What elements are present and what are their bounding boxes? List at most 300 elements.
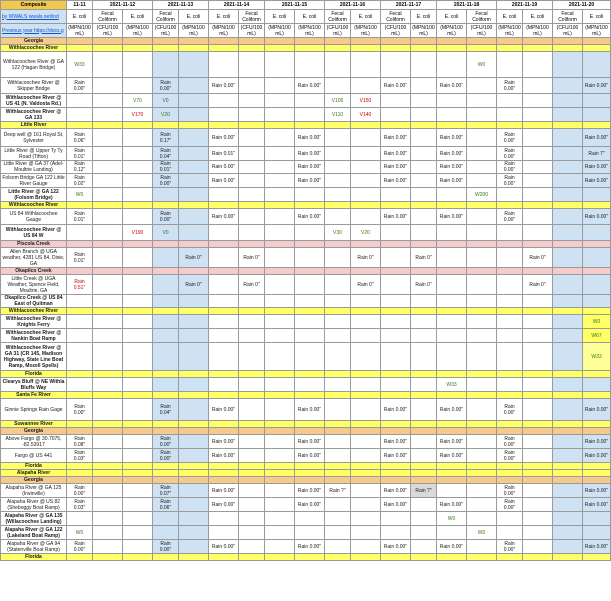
section-cell [467,463,497,470]
reading-cell: Rain 0.00" [381,484,411,498]
section-cell [467,45,497,52]
section-cell [265,392,295,399]
section-cell [497,38,523,45]
section-cell [295,477,325,484]
reading-cell: Rain 0.00" [497,129,523,147]
measure-header: Fecal Coliform [553,10,583,24]
reading-cell [93,540,123,554]
section-cell [437,308,467,315]
section-cell [93,421,123,428]
reading-cell: Rain 0.00" [153,209,179,225]
reading-cell: Rain 0.00" [209,209,239,225]
reading-cell [467,343,497,371]
reading-cell [583,512,611,526]
reading-cell [553,147,583,161]
section-cell [209,308,239,315]
reading-cell [523,295,553,308]
reading-cell [153,295,179,308]
section-cell [123,268,153,275]
section-cell [209,463,239,470]
section-cell [153,45,179,52]
reading-cell: Rain ?" [411,484,437,498]
reading-cell [179,188,209,202]
site-name: Alapaha River @ GA 94 (Statenville Boat Ramp) [1,540,67,554]
reading-cell [265,174,295,188]
reading-cell: Rain 0.00" [437,147,467,161]
reading-cell [239,188,265,202]
section-cell [467,421,497,428]
reading-cell [265,52,295,78]
section-cell [153,371,179,378]
site-row [1,94,611,108]
site-name: Withlacoochee River @ GA 122 (Hagan Bridge) [1,52,67,78]
measure-header: Fecal Coliform [93,10,123,24]
reading-cell [553,526,583,540]
reading-cell [437,108,467,122]
section-cell [553,392,583,399]
section-label: Georgia [1,477,67,484]
previous-year-link[interactable]: Previous year https://docs.g [1,24,67,38]
section-cell [583,554,611,561]
reading-cell [239,52,265,78]
section-cell [553,554,583,561]
reading-cell: W33 [437,378,467,392]
reading-cell [93,108,123,122]
section-cell [583,392,611,399]
reading-cell [295,315,325,329]
reading-cell [411,129,437,147]
section-cell [239,463,265,470]
section-cell [123,241,153,248]
reading-cell [179,161,209,174]
reading-cell: Rain 0.00" [497,498,523,512]
reading-cell: W33 [67,52,93,78]
reading-cell: Rain 0.00" [153,78,179,94]
site-row [1,512,611,526]
section-cell [179,268,209,275]
section-cell [553,470,583,477]
section-cell [467,308,497,315]
reading-cell [239,209,265,225]
reading-cell [239,108,265,122]
reading-cell [467,147,497,161]
reading-cell: W0 [437,512,467,526]
composite-label: Composite [1,1,67,10]
section-cell [351,470,381,477]
reading-cell: Rain 0.00" [583,484,611,498]
reading-cell [209,343,239,371]
reading-cell: Rain 0.00" [295,435,325,449]
measure-header: E. coli [523,10,553,24]
section-cell [497,45,523,52]
reading-cell [381,248,411,268]
reading-cell [265,378,295,392]
unit-header: (CFU/100 mL) [553,24,583,38]
section-cell [93,554,123,561]
section-cell [239,470,265,477]
reading-cell [67,378,93,392]
reading-cell [523,315,553,329]
reading-cell: Rain 0.00" [381,129,411,147]
reading-cell [93,52,123,78]
reading-cell [239,78,265,94]
reading-cell: Rain 0.00" [153,449,179,463]
reading-cell [467,315,497,329]
unit-header: (CFU/100 mL) [239,24,265,38]
reading-cell [93,435,123,449]
reading-cell [265,108,295,122]
reading-cell [411,225,437,241]
reading-cell [467,484,497,498]
site-name: Alapaha River @ GA 135 (Willacoochee Landing) [1,512,67,526]
reading-cell [179,225,209,241]
reading-cell [265,435,295,449]
section-row [1,371,611,378]
reading-cell [523,343,553,371]
section-cell [497,421,523,428]
site-row [1,188,611,202]
reading-cell [351,295,381,308]
reading-cell: Rain 0.00" [437,449,467,463]
reading-cell: V105 [325,94,351,108]
reading-cell [295,329,325,343]
reading-cell [93,512,123,526]
reading-cell [239,343,265,371]
section-cell [93,470,123,477]
section-cell [437,371,467,378]
reading-cell [553,78,583,94]
reading-cell [295,526,325,540]
reading-cell: Rain 0.00" [295,209,325,225]
reading-cell [325,526,351,540]
section-row [1,428,611,435]
section-label: Withlacoochee River [1,202,67,209]
reading-cell [523,108,553,122]
reading-cell [265,147,295,161]
reading-cell [295,248,325,268]
reading-cell [123,248,153,268]
reading-cell: Rain 0.00" [381,435,411,449]
section-cell [553,122,583,129]
date-header-row [1,1,611,10]
reading-cell: Rain 0.00" [583,174,611,188]
section-cell [381,421,411,428]
reading-cell [411,449,437,463]
reading-cell: Rain 0.00" [497,449,523,463]
section-cell [265,308,295,315]
reading-cell [209,108,239,122]
section-cell [437,421,467,428]
section-cell [153,554,179,561]
reading-cell [179,52,209,78]
reading-cell [411,378,437,392]
reading-cell [239,225,265,241]
reading-cell [553,435,583,449]
reading-cell: Rain 0.00" [381,174,411,188]
section-cell [467,470,497,477]
reading-cell [553,484,583,498]
unit-header: (MPN/100 mL) [583,24,611,38]
section-cell [467,38,497,45]
site-row [1,378,611,392]
reading-cell [265,498,295,512]
reading-cell [67,94,93,108]
reading-cell [411,540,437,554]
reading-cell [467,498,497,512]
site-row [1,108,611,122]
site-row [1,275,611,295]
section-cell [583,477,611,484]
section-cell [523,38,553,45]
section-cell [553,477,583,484]
reading-cell: Rain 0.00" [583,435,611,449]
reading-cell [325,147,351,161]
reading-cell [325,248,351,268]
reading-cell [351,161,381,174]
section-cell [67,428,93,435]
reading-cell [209,225,239,241]
site-row [1,343,611,371]
reading-cell [467,540,497,554]
section-label: Florida [1,554,67,561]
reading-cell [497,526,523,540]
reading-cell [179,484,209,498]
section-cell [209,202,239,209]
section-cell [325,428,351,435]
section-cell [239,392,265,399]
reading-cell [239,295,265,308]
reading-cell: Rain 0.00" [381,540,411,554]
section-cell [67,241,93,248]
section-cell [381,371,411,378]
reading-cell [325,78,351,94]
reading-cell: Rain 0.00" [437,174,467,188]
reading-cell: Rain 0.00" [295,174,325,188]
reading-cell [497,295,523,308]
section-cell [239,202,265,209]
section-cell [467,202,497,209]
section-cell [265,241,295,248]
reading-cell [239,315,265,329]
reading-cell [497,108,523,122]
reading-cell [351,512,381,526]
reading-cell: V140 [351,108,381,122]
section-cell [497,308,523,315]
reading-cell [523,52,553,78]
reading-cell: Rain 0.00" [437,435,467,449]
unit-header: (CFU/100 mL) [153,24,179,38]
section-cell [467,428,497,435]
reading-cell [411,108,437,122]
site-name: US 84 Withlacoochee Gauge [1,209,67,225]
reading-cell [523,378,553,392]
section-label: Georgia [1,428,67,435]
reading-cell [351,484,381,498]
reading-cell [467,449,497,463]
reading-cell [153,512,179,526]
site-name: Little River @ GA 122 (Folsom Bridge) [1,188,67,202]
section-row [1,470,611,477]
reading-cell: W0 [467,526,497,540]
reading-cell [553,94,583,108]
section-cell [381,241,411,248]
section-cell [93,268,123,275]
site-row [1,498,611,512]
section-cell [553,463,583,470]
reading-cell [123,174,153,188]
reading-cell: Rain 0.00" [583,540,611,554]
section-cell [325,241,351,248]
section-cell [497,268,523,275]
reading-cell [583,188,611,202]
section-cell [67,268,93,275]
reading-cell: Rain 0.00" [209,174,239,188]
site-row [1,174,611,188]
section-cell [523,308,553,315]
reading-cell [295,52,325,78]
section-cell [295,428,325,435]
section-cell [325,477,351,484]
reading-cell [325,329,351,343]
site-name: Withlacoochee River @ Knights Ferry [1,315,67,329]
section-cell [265,38,295,45]
reading-cell [93,161,123,174]
reading-cell [523,94,553,108]
section-cell [209,392,239,399]
reading-cell [123,498,153,512]
reading-cell: Rain 0" [239,275,265,295]
reading-cell [93,449,123,463]
reading-cell: Rain 0.04" [153,147,179,161]
section-cell [239,268,265,275]
site-name: Allen Branch @ UGA weather, 4281 US 84, Dixie, GA [1,248,67,268]
reading-cell: Rain 0.00" [583,449,611,463]
reading-cell [153,188,179,202]
reading-cell: Rain 0.00" [209,399,239,421]
section-cell [583,371,611,378]
reading-cell [239,94,265,108]
reading-cell [467,78,497,94]
site-name: Alapaha River @ GA 122 (Lakeland Boat Ramp) [1,526,67,540]
reading-cell [209,512,239,526]
section-cell [179,122,209,129]
reading-cell: Rain 0" [523,275,553,295]
reading-cell [265,78,295,94]
reading-cell [179,174,209,188]
reading-cell [265,512,295,526]
section-label: Santa Fe River [1,392,67,399]
reading-cell: Rain 0.17" [153,129,179,147]
section-cell [179,241,209,248]
reading-cell [497,378,523,392]
reading-cell [467,129,497,147]
reading-cell [467,94,497,108]
reading-cell [553,129,583,147]
reading-cell: Rain 0.06" [67,129,93,147]
reading-cell [437,52,467,78]
section-cell [67,470,93,477]
reading-cell [265,188,295,202]
section-cell [209,428,239,435]
section-cell [93,463,123,470]
reading-cell [467,329,497,343]
section-cell [93,371,123,378]
reading-cell: V30 [325,225,351,241]
reading-cell [123,449,153,463]
reading-cell [265,329,295,343]
reading-cell: Rain 0.00" [381,449,411,463]
section-cell [381,45,411,52]
section-cell [209,421,239,428]
section-cell [437,428,467,435]
reading-cell: Rain 0.00" [437,161,467,174]
wwals-link[interactable]: by WWALS wwals.net/ind [1,10,67,24]
section-cell [209,241,239,248]
section-cell [265,202,295,209]
section-cell [67,554,93,561]
site-row [1,52,611,78]
section-cell [553,428,583,435]
reading-cell: Rain 0.00" [583,209,611,225]
reading-cell [265,315,295,329]
site-name: Little River @ GA 37 (Adel-Moultrie Landing) [1,161,67,174]
reading-cell [351,209,381,225]
reading-cell [239,449,265,463]
reading-cell [553,209,583,225]
site-row [1,78,611,94]
section-cell [325,371,351,378]
date-header: 2021-11-16 [325,1,381,10]
section-row [1,554,611,561]
reading-cell [411,147,437,161]
section-cell [467,268,497,275]
reading-cell [67,108,93,122]
reading-cell [553,512,583,526]
reading-cell: Rain 0.00" [437,399,467,421]
reading-cell [179,449,209,463]
reading-cell [437,526,467,540]
reading-cell [153,526,179,540]
reading-cell [265,484,295,498]
reading-cell [523,129,553,147]
reading-cell: Rain 0" [411,275,437,295]
reading-cell [583,108,611,122]
reading-cell [411,78,437,94]
section-cell [381,428,411,435]
site-row [1,526,611,540]
reading-cell: W0 [467,52,497,78]
reading-cell [411,399,437,421]
section-cell [209,38,239,45]
reading-cell [295,295,325,308]
reading-cell: Rain 0.00" [209,449,239,463]
section-cell [523,421,553,428]
section-cell [497,371,523,378]
reading-cell [153,329,179,343]
section-cell [411,470,437,477]
reading-cell [523,526,553,540]
section-cell [179,308,209,315]
section-cell [351,45,381,52]
section-cell [411,38,437,45]
reading-cell: Rain 0.01" [67,147,93,161]
section-cell [497,428,523,435]
section-cell [265,421,295,428]
reading-cell: Rain 0.00" [209,484,239,498]
section-cell [67,38,93,45]
reading-cell: V110 [325,108,351,122]
reading-cell [381,188,411,202]
